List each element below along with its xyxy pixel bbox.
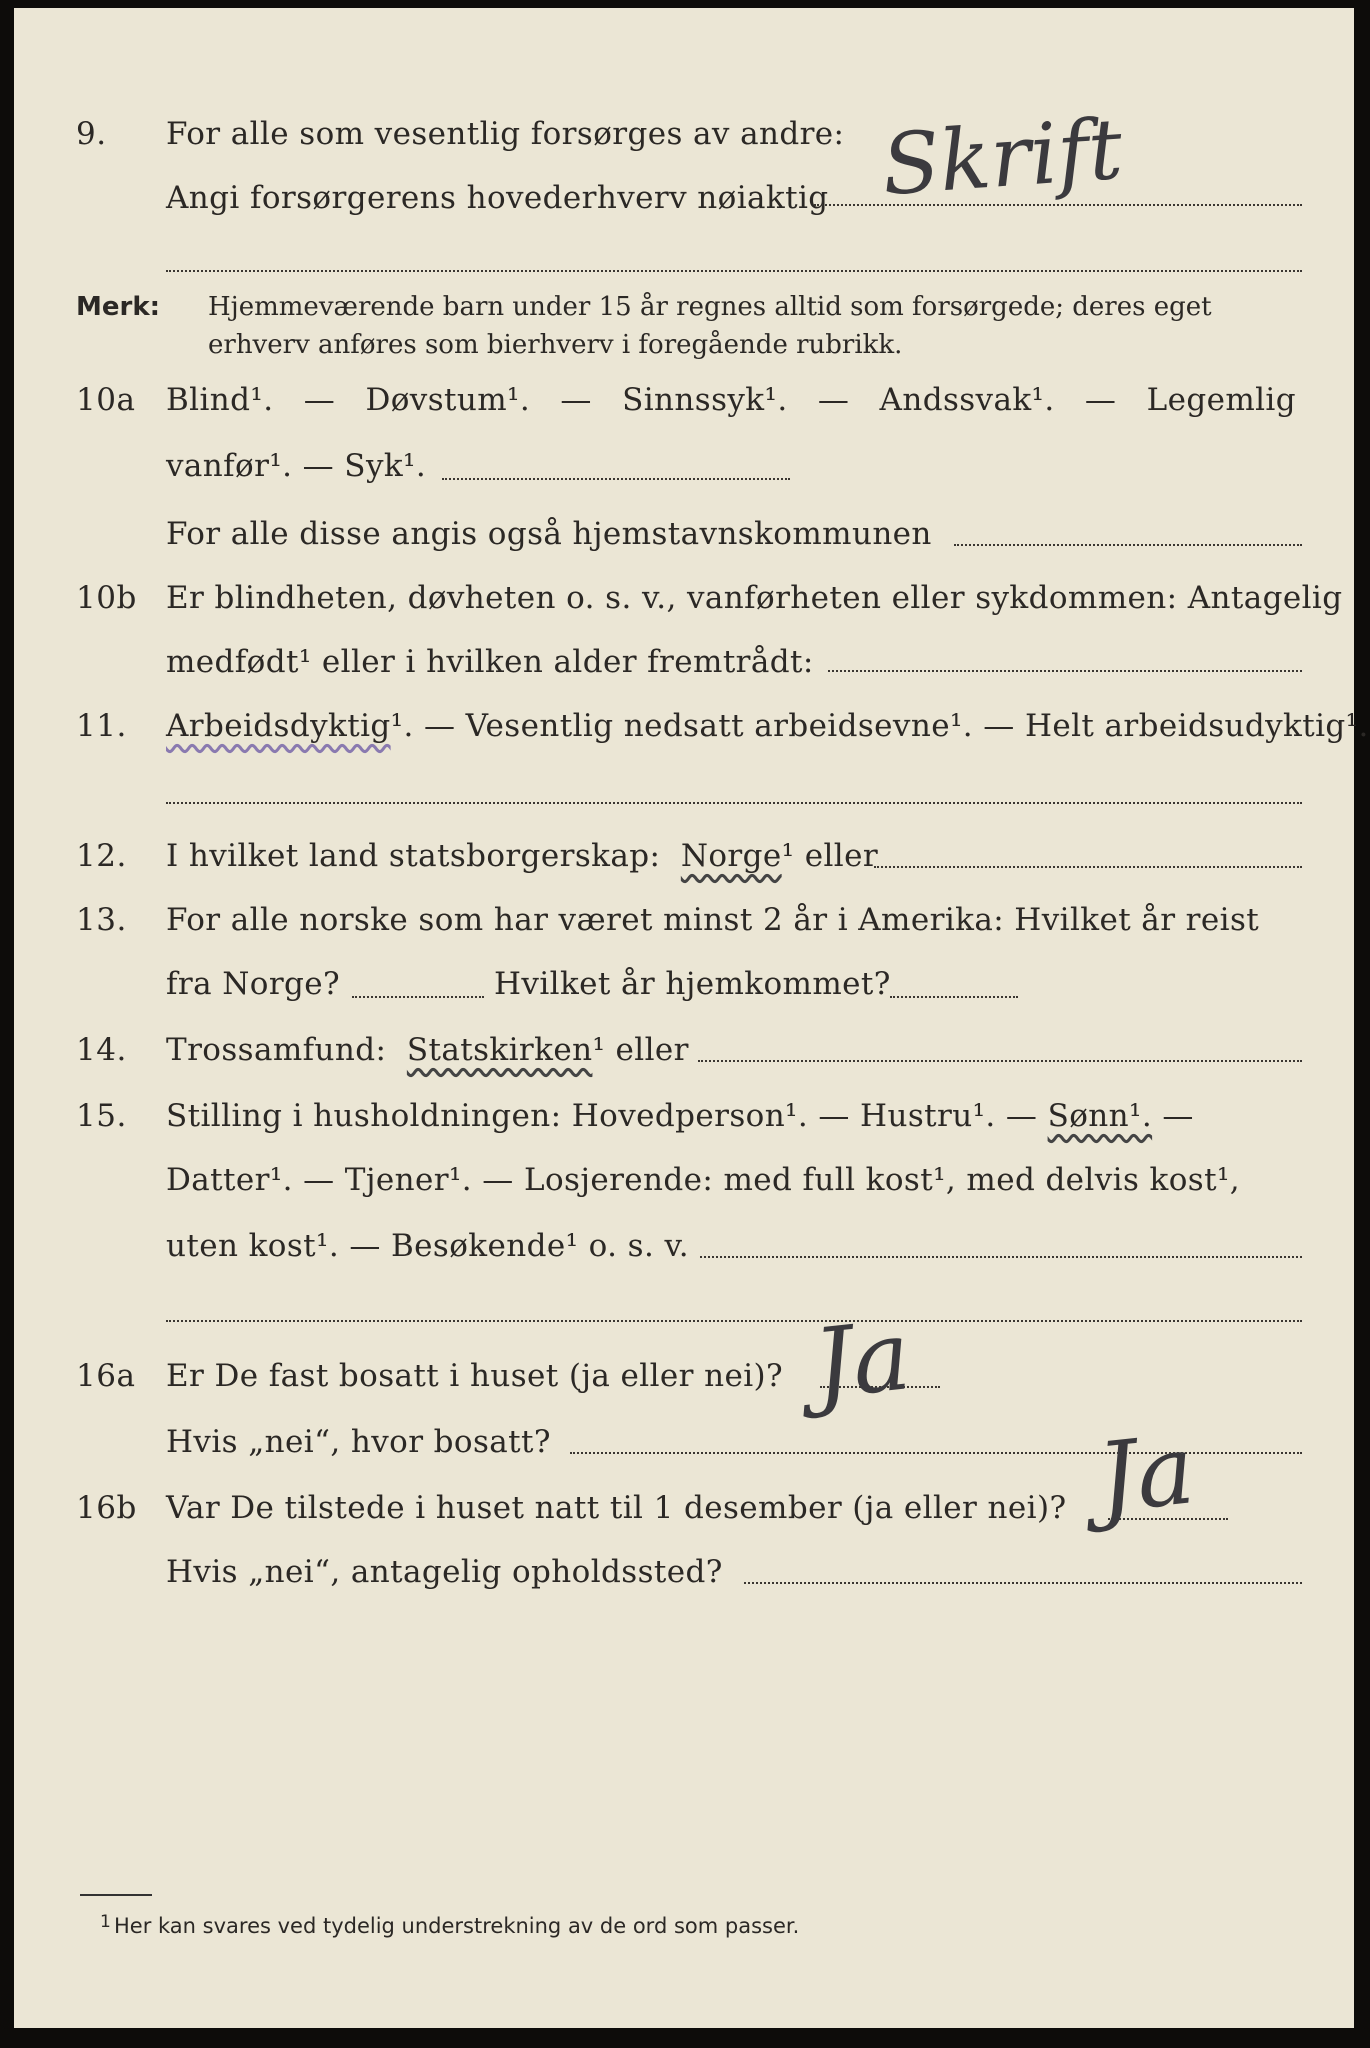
question-10b-answer-line[interactable] [828,670,1302,672]
question-10b-line-1: Er blindheten, døvheten o. s. v., vanførheten eller sykdommen: Antagelig [166,580,1343,616]
question-16b-line-1: Var De tilstede i huset natt til 1 desember (ja eller nei)? [166,1490,1067,1526]
question-10a-answer-line[interactable] [442,478,790,480]
question-9-number: 9. [76,116,107,152]
question-9-line-1: For alle som vesentlig forsørges av andre: [166,116,845,152]
option-statskirken[interactable]: Statskirken [406,1032,593,1068]
question-15-options: Stilling i husholdningen: Hovedperson¹. — Hustru¹. — [166,1098,1048,1134]
question-9-line-2: Angi forsørgerens hovederhverv nøiaktig [166,180,829,216]
question-11-extra-line[interactable] [166,802,1302,804]
dash: — [817,382,850,418]
dash: — [1152,1098,1194,1134]
question-16b-line-2: Hvis „nei“, antagelig opholdssted? [166,1554,723,1590]
question-15-answer-line[interactable] [700,1256,1302,1258]
question-15-number: 15. [76,1098,127,1134]
question-12-post: ¹ eller [781,838,879,874]
question-12-text [166,838,878,874]
note-text: Hjemmeværende barn under 15 år regnes alltid som forsørgede; deres eget erhverv anføres som bierhverv i foregående rubrikk. [208,292,1212,360]
question-13-reist-line[interactable] [352,996,484,998]
option-blind[interactable]: Blind¹. [166,382,274,418]
option-sonn[interactable]: Sønn¹. [1047,1098,1153,1134]
question-11-text [166,708,1369,744]
question-12-answer-line[interactable] [874,866,1302,868]
question-9-extra-line[interactable] [166,270,1302,272]
option-dovstum[interactable]: Døvstum¹. [365,382,531,418]
question-16b-number: 16b [76,1490,137,1526]
question-10a-row [14,382,1354,438]
question-14-number: 14. [76,1032,127,1068]
question-13-hjemkommet-line[interactable] [890,996,1018,998]
option-legemlig[interactable]: Legemlig [1146,382,1296,418]
question-11-number: 11. [76,708,127,744]
question-9-row [14,116,1354,172]
dash: — [303,382,336,418]
question-10a-line-2: vanfør¹. — Syk¹. [166,448,427,484]
question-13-row-2 [14,966,1354,1022]
option-andssvak[interactable]: Andssvak¹. [879,382,1055,418]
question-14-text [166,1032,689,1068]
question-14-post: ¹ eller [592,1032,689,1068]
question-10b-row [14,580,1354,636]
question-10b-row-2 [14,644,1354,700]
question-15-row-2 [14,1162,1354,1218]
question-12-label: I hvilket land statsborgerskap: [166,838,661,874]
question-16a-handwritten-answer: Ja [808,1299,916,1421]
option-arbeidsdyktig[interactable]: Arbeidsdyktig [166,708,391,744]
question-10b-number: 10b [76,580,137,616]
footnote-text: Her kan svares ved tydelig understrekning av de ord som passer. [114,1914,800,1938]
question-16b-handwritten-answer: Ja [1092,1413,1200,1535]
note-label: Merk: [76,292,161,322]
question-15-line-2: Datter¹. — Tjener¹. — Losjerende: med full kost¹, med delvis kost¹, [166,1162,1241,1198]
question-13-row [14,902,1354,958]
question-12-number: 12. [76,838,127,874]
question-11-row [14,708,1369,764]
question-16a-number: 16a [76,1358,136,1394]
question-10a-row-2 [14,448,1354,504]
question-14-label: Trossamfund: [166,1032,387,1068]
question-16a-line-2: Hvis „nei“, hvor bosatt? [166,1424,551,1460]
question-10b-line-2: medfødt¹ eller i hvilken alder fremtrådt: [166,644,814,680]
question-10a-options [166,382,1296,418]
footnote [100,1912,800,1938]
question-16b-opholdssted-line[interactable] [744,1582,1302,1584]
question-10a-line-3: For alle disse angis også hjemstavnskommunen [166,516,932,552]
question-15-line-3: uten kost¹. — Besøkende¹ o. s. v. [166,1228,689,1264]
question-14-answer-line[interactable] [698,1060,1302,1062]
question-13-number: 13. [76,902,127,938]
question-13-reist-label: fra Norge? [166,966,341,1002]
question-13-hjemkommet-label: Hvilket år hjemkommet? [494,966,891,1002]
question-11-rest: ¹. — Vesentlig nedsatt arbeidsevne¹. — Helt arbeidsudyktig¹. [390,708,1369,744]
footnote-mark: 1 [100,1912,111,1932]
question-15-line-1 [166,1098,1194,1134]
option-norge[interactable]: Norge [680,838,782,874]
footnote-divider [80,1894,152,1896]
question-16a-row [14,1358,1354,1414]
dash: — [1084,382,1117,418]
question-16a-line-1: Er De fast bosatt i huset (ja eller nei)? [166,1358,784,1394]
question-10a-number: 10a [76,382,136,418]
question-15-extra-line[interactable] [166,1320,1302,1322]
question-13-line-1: For alle norske som har været minst 2 år i Amerika: Hvilket år reist [166,902,1260,938]
dash: — [560,382,592,418]
question-9-row-2 [14,180,1354,236]
option-sinnssyk[interactable]: Sinnssyk¹. [622,382,788,418]
question-9-handwritten-answer: Skrift [878,99,1126,215]
census-form-page [14,8,1369,2028]
question-15-row [14,1098,1354,1154]
question-10a-kommune-line[interactable] [954,544,1302,546]
